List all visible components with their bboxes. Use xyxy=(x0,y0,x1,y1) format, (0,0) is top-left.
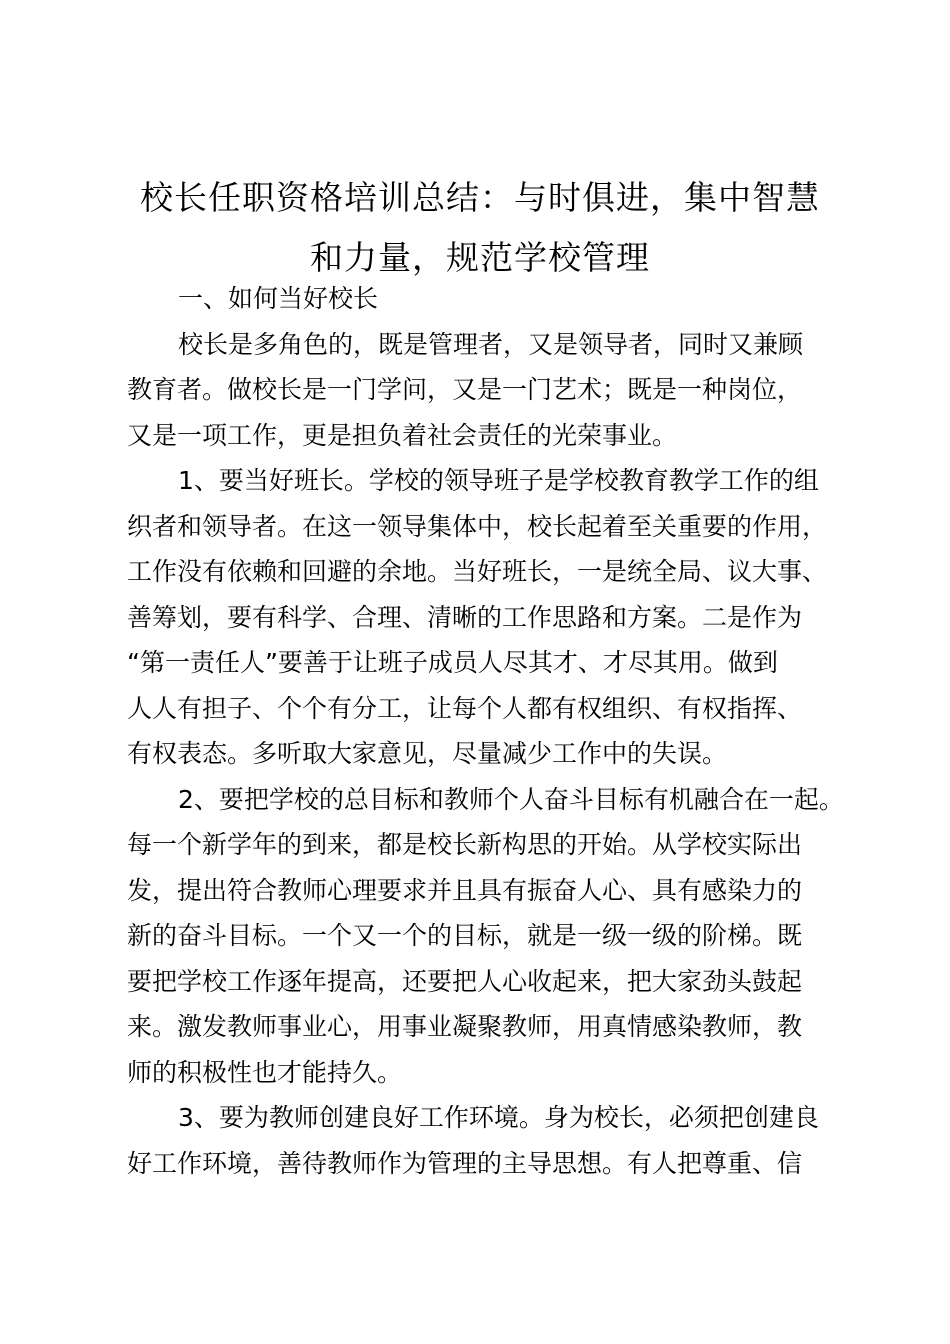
paragraph-line: 校长是多角色的，既是管理者，又是领导者，同时又兼顾 xyxy=(178,329,804,359)
paragraph-line: “第一责任人”要善于让班子成员人尽其才、才尽其用。做到 xyxy=(127,648,778,677)
title-line: 校长任职资格培训总结：与时俱进，集中智慧 xyxy=(140,178,820,217)
paragraph-line: 3、要为教师创建良好工作环境。身为校长，必须把创建良 xyxy=(178,1103,819,1132)
section-heading: 一、如何当好校长 xyxy=(178,284,379,313)
paragraph-line: 善筹划，要有科学、合理、清晰的工作思路和方案。二是作为 xyxy=(127,602,803,632)
paragraph-line: 人人有担子、个个有分工，让每个人都有权组织、有权指挥、 xyxy=(127,693,803,723)
paragraph-line: 每一个新学年的到来，都是校长新构思的开始。从学校实际出 xyxy=(127,830,803,859)
document-body xyxy=(127,276,844,1186)
paragraph-line: 发，提出符合教师心理要求并且具有振奋人心、具有感染力的 xyxy=(127,875,803,905)
paragraph-line: 又是一项工作，更是担负着社会责任的光荣事业。 xyxy=(127,420,678,450)
paragraph-line: 来。激发教师事业心，用事业凝聚教师，用真情感染教师，教 xyxy=(127,1012,803,1041)
paragraph-line: 新的奋斗目标。一个又一个的目标，就是一级一级的阶梯。既 xyxy=(127,921,803,950)
paragraph-line: 2、要把学校的总目标和教师个人奋斗目标有机融合在一起。 xyxy=(178,784,844,814)
document-title xyxy=(120,168,840,288)
paragraph-line: 织者和领导者。在这一领导集体中，校长起着至关重要的作用， xyxy=(127,511,828,541)
paragraph-line: 好工作环境，善待教师作为管理的主导思想。有人把尊重、信 xyxy=(127,1148,803,1178)
title-line: 和力量，规范学校管理 xyxy=(310,238,650,277)
paragraph-line: 1、要当好班长。学校的领导班子是学校教育教学工作的组 xyxy=(178,466,819,495)
paragraph-line: 教育者。做校长是一门学问，又是一门艺术；既是一种岗位， xyxy=(127,375,803,404)
paragraph-line: 有权表态。多听取大家意见，尽量减少工作中的失误。 xyxy=(127,739,728,768)
paragraph-line: 师的积极性也才能持久。 xyxy=(127,1057,403,1087)
paragraph-line: 要把学校工作逐年提高，还要把人心收起来，把大家劲头鼓起 xyxy=(127,966,803,996)
paragraph-line: 工作没有依赖和回避的余地。当好班长，一是统全局、议大事、 xyxy=(127,557,828,586)
